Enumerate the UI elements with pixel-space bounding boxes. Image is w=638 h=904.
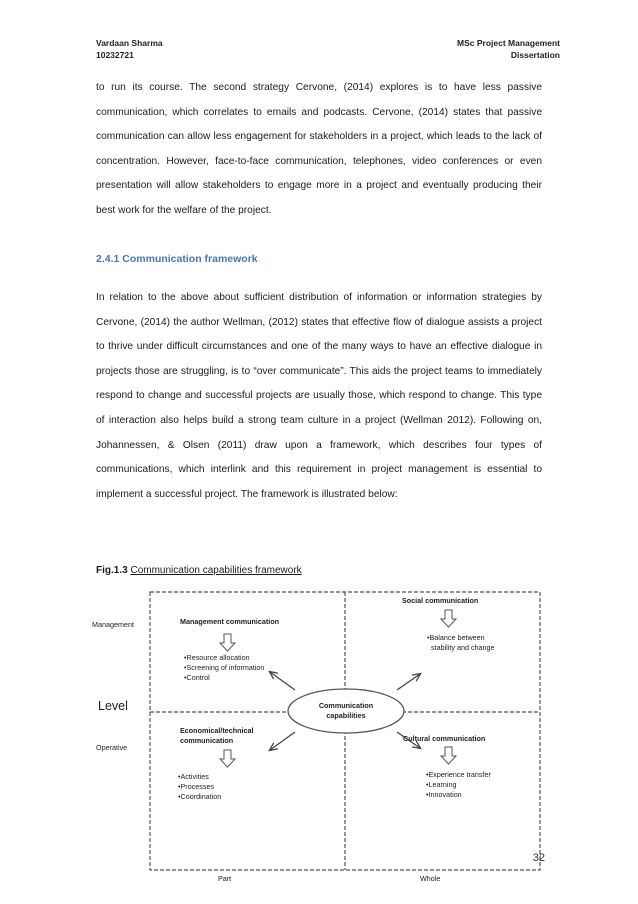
figure-caption — [96, 565, 302, 576]
cultural-item-2: •Learning — [426, 780, 457, 789]
page-header-right — [457, 37, 560, 61]
page-number: 32 — [532, 852, 545, 864]
cultural-item-1: •Experience transfer — [426, 770, 491, 779]
body-paragraph-2: In relation to the above about sufficient distribution of information or information strategies by Cervone, (2014) the author Wellman, (2012) states that effective flow of dialogue assists a project to thrive under difficult circumstances and one of the many ways to have an effective dialogue in projects those are struggling, is to “over communicate”. This aids the project teams to immediately respond to change and successful projects are usually those, which respond to change. This type of interaction also helps build a strong team culture in a project (Wellman 2012). Following on, Johannessen, & Olsen (2011) draw upon a framework, which describes four types of communications, which interlink and this requirement in project management is essential to implement a successful project. The framework is illustrated below: — [96, 292, 542, 500]
document-type: Dissertation — [510, 50, 560, 60]
body-paragraph-1: to run its course. The second strategy Cervone, (2014) explores is to have less passive communication, which correlates to emails and podcasts. Cervone, (2014) states that passive communication can allow less engagement for stakeholders in a project, which leads to the lack of concentration. However, face-to-face communication, telephones, video conferences or even presentation will allow stakeholders to engage more in a project and eventually producing their best work for the welfare of the project. — [96, 82, 542, 216]
figure-label: Fig.1.3 — [96, 565, 128, 576]
center-label-line2: capabilities — [326, 711, 366, 720]
communication-framework-figure — [90, 590, 545, 890]
quadrant-title-social: Social communication — [402, 596, 479, 605]
quadrant-title-management: Management communication — [180, 617, 280, 626]
quadrant-title-cultural: Cultural communication — [403, 734, 486, 743]
section-heading: 2.4.1 Communication framework — [96, 253, 258, 265]
page-header-left — [96, 37, 163, 61]
cultural-item-3: •Innovation — [426, 790, 462, 799]
econ-item-3: •Coordination — [178, 792, 222, 801]
author-name: Vardaan Sharma — [96, 38, 163, 48]
axis-label-management: Management — [92, 620, 134, 629]
center-label-line1: Communication — [318, 701, 374, 710]
figure-title: Communication capabilities framework — [130, 565, 302, 576]
quadrant-title-econ-line2: communication — [180, 736, 234, 745]
econ-item-2: •Processes — [178, 782, 215, 791]
quadrant-title-econ-line1: Economical/technical — [180, 726, 254, 735]
mgmt-item-1: •Resource allocation — [184, 653, 250, 662]
mgmt-item-3: •Control — [184, 673, 210, 682]
course-name: MSc Project Management — [457, 38, 560, 48]
axis-label-level: Level — [98, 699, 128, 713]
axis-label-part: Part — [218, 874, 232, 883]
social-item-2: stability and change — [431, 643, 495, 652]
mgmt-item-2: •Screening of information — [184, 663, 265, 672]
econ-item-1: •Activities — [178, 772, 209, 781]
axis-label-whole: Whole — [420, 874, 441, 883]
student-id: 10232721 — [96, 50, 134, 60]
social-item-1: •Balance between — [427, 633, 485, 642]
axis-label-operative: Operative — [96, 743, 128, 752]
